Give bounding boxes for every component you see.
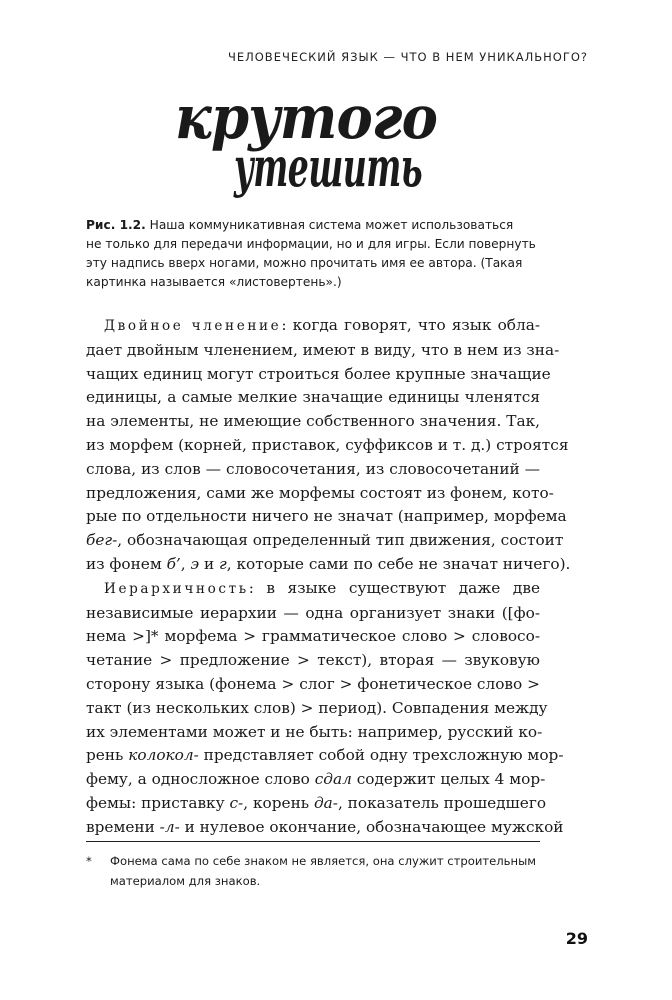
footnote-line: Фонема сама по себе знаком не является, она служит строительным [110, 854, 536, 868]
text-span: представляет собой одну трехсложную мор- [198, 746, 564, 765]
caption-line: эту надпись вверх ногами, можно прочитать имя ее автора. (Такая [86, 256, 523, 270]
caption-text: Наша коммуникативная система может использоваться [145, 218, 514, 232]
caption-line: не только для передачи информации, но и для игры. Если повернуть [86, 237, 536, 251]
footnote-text [110, 851, 546, 891]
text-line [86, 816, 564, 840]
text-line: предложения, сами же морфемы состоят из фонем, кото- [86, 483, 554, 502]
text-line [86, 792, 547, 816]
term-double-articulation: Двойное членение [104, 318, 282, 334]
text-line: на элементы, не имеющие собственного значения. Так, [86, 412, 540, 431]
italic-term: б’ [166, 554, 181, 573]
text-line: чащих единиц могут строиться более крупные значащие [86, 364, 551, 383]
italic-term: -л- [159, 817, 180, 836]
text-line: слова, из слов — словосочетания, из словосочетаний — [86, 459, 540, 478]
text-span: : когда говорят, что язык обла- [281, 316, 540, 334]
text-span: и [199, 554, 220, 573]
text-span: , [180, 554, 191, 573]
figure-label: Рис. 1.2. [86, 218, 146, 232]
page-number: 29 [565, 929, 588, 948]
footnote [86, 851, 546, 891]
text-line: независимые иерархии — одна организует знаки ([фо- [86, 603, 540, 622]
ambigram-figure [0, 82, 672, 212]
text-line [86, 529, 564, 553]
caption-line: картинка называется «листовертень».) [86, 275, 342, 289]
footnote-divider [86, 841, 540, 842]
italic-term: с- [229, 793, 244, 812]
text-line: такт (из нескольких слов) > период). Совпадения между [86, 698, 548, 717]
italic-term: сдал [314, 770, 352, 789]
footnote-line: материалом для знаков. [110, 874, 261, 888]
text-line: единицы, а самые мелкие значащие единицы членятся [86, 388, 540, 407]
text-line: их элементами может и не быть: например, русский ко- [86, 722, 543, 741]
term-hierarchy: Иерархичность [104, 580, 249, 597]
text-line [86, 553, 571, 577]
footnote-mark: * [86, 854, 92, 868]
text-span: , показатель прошедшего [337, 793, 547, 812]
text-line [86, 768, 546, 792]
text-span: рень [86, 746, 129, 765]
text-line [86, 314, 540, 339]
text-line: из морфем (корней, приставок, суффиксов и т. д.) строятся [86, 435, 569, 454]
figure-caption [86, 216, 556, 292]
text-span: фемы: приставку [86, 793, 230, 812]
body-text [86, 314, 571, 840]
text-line: четание > предложение > текст), вторая — звуковую [86, 651, 540, 670]
text-span: , корень [243, 793, 314, 812]
italic-term: г [219, 554, 227, 573]
text-span: : в языке существуют даже две [248, 578, 540, 597]
text-span: времени [86, 817, 160, 836]
italic-term: колокол- [128, 746, 199, 765]
italic-term: бег- [86, 531, 118, 550]
text-span: и нулевое окончание, обозначающее мужской [179, 817, 564, 836]
text-span: фему, а односложное слово [86, 770, 315, 789]
text-span: , обозначающая определенный тип движения, состоит [117, 531, 564, 550]
italic-term: э [190, 554, 200, 573]
text-span: содержит целых 4 мор- [351, 770, 546, 789]
text-line: сторону языка (фонема > слог > фонетическое слово > [86, 674, 540, 693]
text-line: дает двойным членением, имеют в виду, что в нем из зна- [86, 340, 560, 359]
italic-term: да- [313, 793, 338, 812]
caption-line [86, 216, 556, 235]
text-line: нема >]* морфема > грамматическое слово > словосо- [86, 627, 540, 646]
ambigram-image [0, 82, 672, 212]
text-span: , которые сами по себе не значат ничего). [226, 554, 571, 573]
ambigram-line-1: крутого [175, 83, 437, 153]
text-line: рые по отдельности ничего не значат (например, морфема [86, 507, 567, 526]
text-line [86, 577, 540, 602]
text-line [86, 744, 564, 768]
text-span: из фонем [86, 554, 167, 573]
running-head: ЧЕЛОВЕЧЕСКИЙ ЯЗЫК — ЧТО В НЕМ УНИКАЛЬНОГО? [227, 50, 588, 64]
ambigram-line-2: утешить [233, 135, 422, 199]
